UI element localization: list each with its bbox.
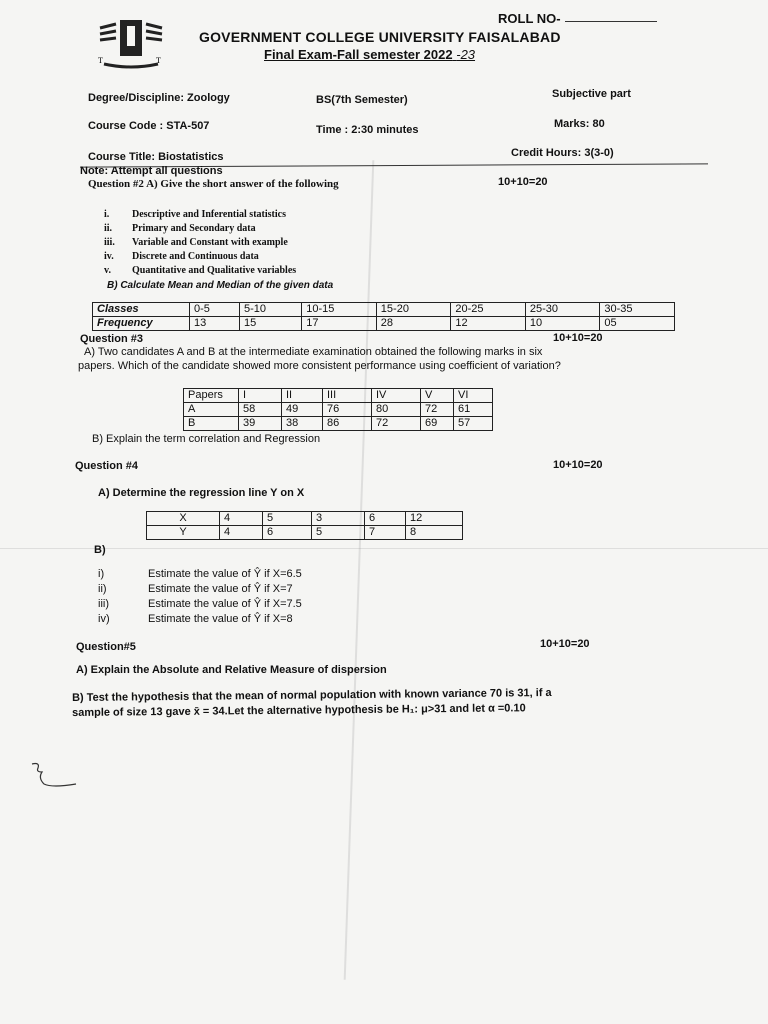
- table-cell: 15-20: [376, 303, 451, 317]
- question-2-part-b: B) Calculate Mean and Median of the given data: [107, 280, 334, 291]
- course-title: Course Title: Biostatistics: [88, 151, 224, 163]
- table-cell: 15: [239, 317, 301, 331]
- question-3-marks: 10+10=20: [553, 332, 603, 344]
- university-logo: [96, 18, 166, 72]
- table-cell: 13: [190, 317, 240, 331]
- list-item: iv) Estimate the value of Ŷ if X=8: [98, 613, 293, 625]
- table-cell: Papers: [184, 389, 239, 403]
- table-cell: A: [184, 403, 239, 417]
- svg-text:T: T: [98, 56, 103, 65]
- table-cell: 72: [372, 417, 421, 431]
- table-cell: 12: [406, 512, 463, 526]
- table-cell: 58: [239, 403, 282, 417]
- table-row: [184, 389, 493, 403]
- list-item: i. Descriptive and Inferential statistics: [104, 209, 286, 220]
- table-cell: 10-15: [302, 303, 377, 317]
- question-4-marks: 10+10=20: [553, 459, 603, 471]
- table-cell: Y: [147, 526, 220, 540]
- question-5-part-a: A) Explain the Absolute and Relative Measure of dispersion: [76, 664, 387, 676]
- question-3-part-a-line-2: papers. Which of the candidate showed more consistent performance using coefficient of variation?: [78, 360, 561, 372]
- table-cell: 30-35: [600, 303, 675, 317]
- question-3-part-b: B) Explain the term correlation and Regression: [92, 433, 321, 445]
- roll-no-line: [565, 21, 657, 22]
- exam-title: Final Exam-Fall semester 2022 -23: [264, 47, 476, 62]
- table-cell: 05: [600, 317, 675, 331]
- pen-scribble: [28, 758, 80, 794]
- table-cell: 8: [406, 526, 463, 540]
- table-cell: B: [184, 417, 239, 431]
- table-cell: VI: [454, 389, 493, 403]
- table-cell: 5: [312, 526, 365, 540]
- table-cell: III: [323, 389, 372, 403]
- credit-hours: Credit Hours: 3(3-0): [511, 147, 614, 159]
- paper-crease: [344, 160, 375, 980]
- course-code: Course Code : STA-507: [88, 120, 210, 132]
- question-4-title: Question #4: [75, 460, 138, 472]
- university-name: GOVERNMENT COLLEGE UNIVERSITY FAISALABAD: [199, 29, 561, 45]
- table-cell: 86: [323, 417, 372, 431]
- table-cell: 28: [376, 317, 451, 331]
- regression-table: [146, 511, 463, 540]
- table-cell: 69: [421, 417, 454, 431]
- question-5-part-b-line-2: sample of size 13 gave x̄ = 34.Let the alternative hypothesis be H₁: μ>31 and let α =0.10: [72, 702, 526, 719]
- question-4-part-a: A) Determine the regression line Y on X: [98, 487, 305, 499]
- table-cell: 7: [365, 526, 406, 540]
- table-cell: 3: [312, 512, 365, 526]
- table-cell: V: [421, 389, 454, 403]
- table-cell: 49: [282, 403, 323, 417]
- table-cell: 4: [220, 526, 263, 540]
- table-cell: 38: [282, 417, 323, 431]
- table-cell: 17: [302, 317, 377, 331]
- svg-text:T: T: [156, 56, 161, 65]
- marks-table: [183, 388, 493, 431]
- table-cell: Frequency: [93, 317, 190, 331]
- table-cell: 0-5: [190, 303, 240, 317]
- table-row: [147, 512, 463, 526]
- table-cell: II: [282, 389, 323, 403]
- table-cell: 5: [263, 512, 312, 526]
- table-cell: 72: [421, 403, 454, 417]
- question-4-list: [98, 567, 302, 627]
- question-5-marks: 10+10=20: [540, 638, 590, 650]
- table-cell: 6: [365, 512, 406, 526]
- table-cell: 61: [454, 403, 493, 417]
- table-row: [184, 417, 493, 431]
- table-row: [93, 317, 675, 331]
- table-cell: 39: [239, 417, 282, 431]
- list-item: i) Estimate the value of Ŷ if X=6.5: [98, 568, 302, 580]
- table-cell: 4: [220, 512, 263, 526]
- table-cell: IV: [372, 389, 421, 403]
- question-3-part-a-line-1: A) Two candidates A and B at the intermediate examination obtained the following marks in six: [84, 346, 543, 358]
- table-cell: 80: [372, 403, 421, 417]
- instruction-note: Note: Attempt all questions: [80, 165, 223, 177]
- list-item: iv. Discrete and Continuous data: [104, 251, 259, 262]
- table-cell: 6: [263, 526, 312, 540]
- question-5-title: Question#5: [76, 641, 136, 653]
- table-cell: 20-25: [451, 303, 526, 317]
- table-cell: 76: [323, 403, 372, 417]
- list-item: iii. Variable and Constant with example: [104, 237, 288, 248]
- exam-time: Time : 2:30 minutes: [316, 124, 419, 136]
- table-cell: X: [147, 512, 220, 526]
- table-row: [184, 403, 493, 417]
- table-cell: 12: [451, 317, 526, 331]
- frequency-table: [92, 302, 675, 331]
- table-cell: 5-10: [239, 303, 301, 317]
- list-item: ii) Estimate the value of Ŷ if X=7: [98, 583, 293, 595]
- table-cell: 10: [525, 317, 600, 331]
- table-row: [147, 526, 463, 540]
- question-2-list: [104, 208, 296, 278]
- table-row: [93, 303, 675, 317]
- question-4-part-b: B): [94, 544, 106, 556]
- table-cell: 57: [454, 417, 493, 431]
- list-item: iii) Estimate the value of Ŷ if X=7.5: [98, 598, 302, 610]
- question-3-title: Question #3: [80, 333, 143, 345]
- question-2-marks: 10+10=20: [498, 176, 548, 188]
- table-cell: I: [239, 389, 282, 403]
- list-item: ii. Primary and Secondary data: [104, 223, 256, 234]
- roll-no-label: ROLL NO-: [498, 11, 561, 26]
- paper-crease: [0, 548, 768, 549]
- semester: BS(7th Semester): [316, 94, 408, 106]
- list-item: v. Quantitative and Qualitative variables: [104, 265, 297, 276]
- paper-part: Subjective part: [552, 88, 631, 100]
- table-cell: Classes: [93, 303, 190, 317]
- total-marks: Marks: 80: [554, 118, 605, 130]
- degree-discipline: Degree/Discipline: Zoology: [88, 92, 230, 104]
- question-2-title: Question #2 A) Give the short answer of the following: [88, 178, 339, 190]
- table-cell: 25-30: [525, 303, 600, 317]
- question-5-part-b-line-1: B) Test the hypothesis that the mean of normal population with known variance 70 is 31, if a: [72, 686, 552, 704]
